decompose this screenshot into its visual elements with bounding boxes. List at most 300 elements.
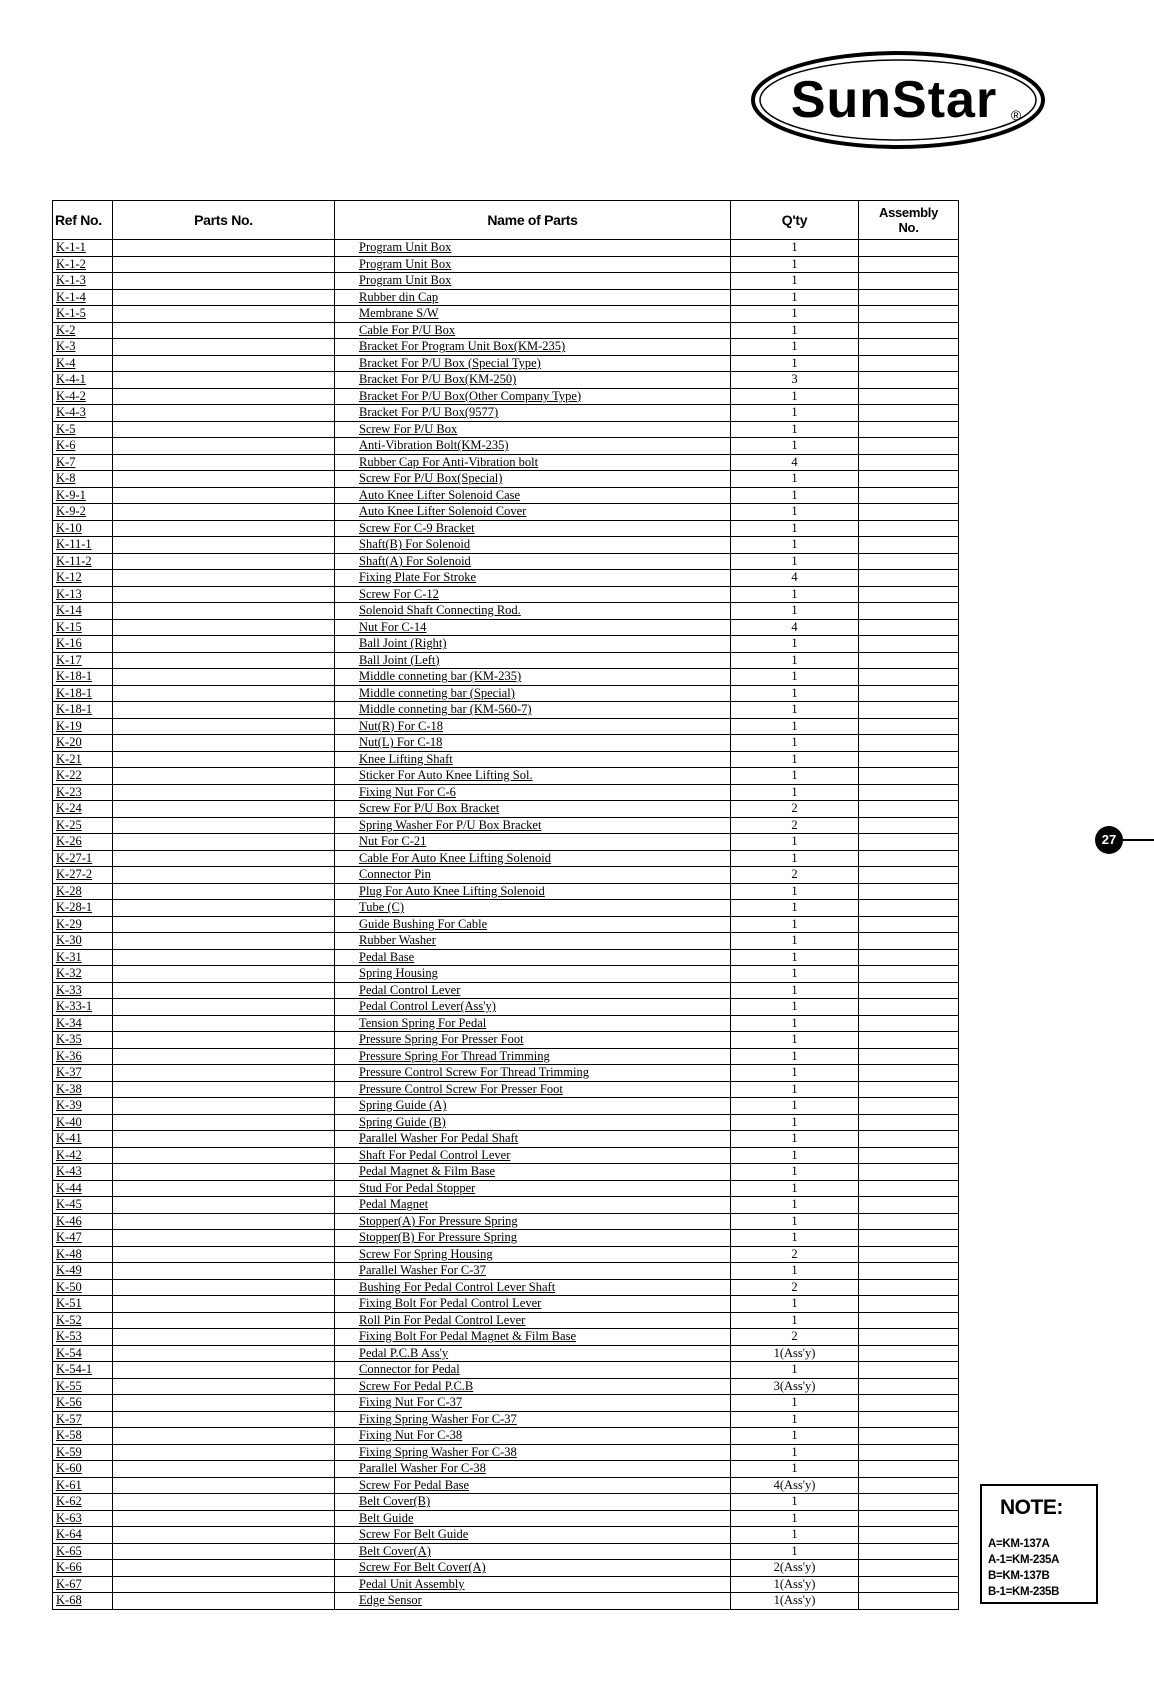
parts-no-cell	[113, 1378, 335, 1395]
qty-cell: 2	[731, 867, 859, 884]
parts-table-body	[53, 240, 959, 1610]
ref-no-cell: K-32	[53, 966, 113, 983]
part-name-cell: Pedal Base	[335, 949, 731, 966]
part-name-cell: Pedal Magnet	[335, 1197, 731, 1214]
parts-no-cell	[113, 1114, 335, 1131]
table-row	[53, 1263, 959, 1280]
table-row	[53, 1065, 959, 1082]
ref-no-cell: K-56	[53, 1395, 113, 1412]
part-name-cell: Fixing Bolt For Pedal Magnet & Film Base	[335, 1329, 731, 1346]
part-name-cell: Parallel Washer For C-37	[335, 1263, 731, 1280]
header-name-of-parts: Name of Parts	[335, 201, 731, 240]
ref-no-cell: K-1-4	[53, 289, 113, 306]
ref-no-cell: K-33	[53, 982, 113, 999]
ref-no-cell: K-29	[53, 916, 113, 933]
assembly-no-cell	[859, 1065, 959, 1082]
parts-no-cell	[113, 1312, 335, 1329]
ref-no-cell: K-8	[53, 471, 113, 488]
parts-table-header	[53, 201, 959, 240]
assembly-no-cell	[859, 471, 959, 488]
qty-cell: 1	[731, 768, 859, 785]
assembly-no-cell	[859, 1081, 959, 1098]
assembly-no-cell	[859, 817, 959, 834]
part-name-cell: Rubber din Cap	[335, 289, 731, 306]
qty-cell: 1	[731, 702, 859, 719]
part-name-cell: Pedal P.C.B Ass'y	[335, 1345, 731, 1362]
parts-no-cell	[113, 1131, 335, 1148]
qty-cell: 1	[731, 1543, 859, 1560]
ref-no-cell: K-40	[53, 1114, 113, 1131]
qty-cell: 1	[731, 504, 859, 521]
assembly-no-cell	[859, 933, 959, 950]
assembly-no-cell	[859, 867, 959, 884]
parts-no-cell	[113, 817, 335, 834]
ref-no-cell: K-23	[53, 784, 113, 801]
assembly-no-cell	[859, 768, 959, 785]
parts-no-cell	[113, 1560, 335, 1577]
note-box	[980, 1484, 1098, 1604]
part-name-cell: Bracket For Program Unit Box(KM-235)	[335, 339, 731, 356]
qty-cell: 1	[731, 883, 859, 900]
table-row	[53, 1593, 959, 1610]
table-row	[53, 685, 959, 702]
parts-no-cell	[113, 949, 335, 966]
table-row	[53, 1543, 959, 1560]
table-row	[53, 1296, 959, 1313]
ref-no-cell: K-4-3	[53, 405, 113, 422]
table-row	[53, 669, 959, 686]
assembly-no-cell	[859, 982, 959, 999]
part-name-cell: Cable For P/U Box	[335, 322, 731, 339]
assembly-no-cell	[859, 900, 959, 917]
ref-no-cell: K-39	[53, 1098, 113, 1115]
table-row	[53, 949, 959, 966]
assembly-no-cell	[859, 619, 959, 636]
part-name-cell: Belt Guide	[335, 1510, 731, 1527]
qty-cell: 1	[731, 1428, 859, 1445]
parts-no-cell	[113, 421, 335, 438]
header-assembly-no	[859, 201, 959, 240]
assembly-no-cell	[859, 883, 959, 900]
assembly-no-cell	[859, 1279, 959, 1296]
parts-no-cell	[113, 1164, 335, 1181]
table-row	[53, 1015, 959, 1032]
table-row	[53, 1362, 959, 1379]
qty-cell: 1	[731, 1461, 859, 1478]
ref-no-cell: K-1-2	[53, 256, 113, 273]
part-name-cell: Sticker For Auto Knee Lifting Sol.	[335, 768, 731, 785]
parts-no-cell	[113, 273, 335, 290]
ref-no-cell: K-35	[53, 1032, 113, 1049]
qty-cell: 1	[731, 1065, 859, 1082]
ref-no-cell: K-9-1	[53, 487, 113, 504]
assembly-no-cell	[859, 1345, 959, 1362]
qty-cell: 1(Ass'y)	[731, 1345, 859, 1362]
assembly-no-cell	[859, 586, 959, 603]
table-row	[53, 487, 959, 504]
qty-cell: 2	[731, 1246, 859, 1263]
parts-no-cell	[113, 850, 335, 867]
page-number-badge: 27	[1095, 826, 1123, 854]
qty-cell: 1	[731, 1494, 859, 1511]
table-row	[53, 916, 959, 933]
assembly-no-cell	[859, 1180, 959, 1197]
qty-cell: 4	[731, 454, 859, 471]
parts-table	[52, 200, 959, 1610]
assembly-no-cell	[859, 1015, 959, 1032]
part-name-cell: Program Unit Box	[335, 273, 731, 290]
parts-no-cell	[113, 1477, 335, 1494]
qty-cell: 1	[731, 966, 859, 983]
part-name-cell: Pedal Control Lever	[335, 982, 731, 999]
assembly-no-cell	[859, 1428, 959, 1445]
table-row	[53, 883, 959, 900]
header-assembly-line-2: No.	[898, 220, 919, 235]
parts-no-cell	[113, 388, 335, 405]
table-row	[53, 1444, 959, 1461]
assembly-no-cell	[859, 256, 959, 273]
table-row	[53, 1411, 959, 1428]
ref-no-cell: K-26	[53, 834, 113, 851]
assembly-no-cell	[859, 1576, 959, 1593]
part-name-cell: Middle conneting bar (KM-560-7)	[335, 702, 731, 719]
parts-no-cell	[113, 1461, 335, 1478]
table-row	[53, 1081, 959, 1098]
parts-no-cell	[113, 1263, 335, 1280]
assembly-no-cell	[859, 405, 959, 422]
ref-no-cell: K-38	[53, 1081, 113, 1098]
parts-no-cell	[113, 1395, 335, 1412]
part-name-cell: Fixing Nut For C-38	[335, 1428, 731, 1445]
qty-cell: 1	[731, 1114, 859, 1131]
qty-cell: 1	[731, 289, 859, 306]
part-name-cell: Auto Knee Lifter Solenoid Case	[335, 487, 731, 504]
part-name-cell: Middle conneting bar (Special)	[335, 685, 731, 702]
header-qty: Q'ty	[731, 201, 859, 240]
table-row	[53, 999, 959, 1016]
assembly-no-cell	[859, 339, 959, 356]
table-row	[53, 1098, 959, 1115]
table-row	[53, 504, 959, 521]
table-row	[53, 834, 959, 851]
assembly-no-cell	[859, 1197, 959, 1214]
qty-cell: 1	[731, 520, 859, 537]
qty-cell: 2	[731, 1329, 859, 1346]
part-name-cell: Nut(L) For C-18	[335, 735, 731, 752]
assembly-no-cell	[859, 1213, 959, 1230]
parts-no-cell	[113, 636, 335, 653]
qty-cell: 1	[731, 553, 859, 570]
assembly-no-cell	[859, 487, 959, 504]
sunstar-logo-graphic	[748, 48, 1048, 152]
parts-no-cell	[113, 438, 335, 455]
assembly-no-cell	[859, 454, 959, 471]
table-row	[53, 1197, 959, 1214]
parts-no-cell	[113, 982, 335, 999]
qty-cell: 1	[731, 735, 859, 752]
qty-cell: 1	[731, 1180, 859, 1197]
parts-no-cell	[113, 1197, 335, 1214]
ref-no-cell: K-63	[53, 1510, 113, 1527]
ref-no-cell: K-6	[53, 438, 113, 455]
ref-no-cell: K-30	[53, 933, 113, 950]
assembly-no-cell	[859, 702, 959, 719]
qty-cell: 1	[731, 652, 859, 669]
table-row	[53, 586, 959, 603]
assembly-no-cell	[859, 1477, 959, 1494]
parts-no-cell	[113, 471, 335, 488]
part-name-cell: Tension Spring For Pedal	[335, 1015, 731, 1032]
part-name-cell: Screw For C-12	[335, 586, 731, 603]
assembly-no-cell	[859, 273, 959, 290]
part-name-cell: Belt Cover(A)	[335, 1543, 731, 1560]
assembly-no-cell	[859, 685, 959, 702]
qty-cell: 1	[731, 537, 859, 554]
parts-no-cell	[113, 1543, 335, 1560]
ref-no-cell: K-25	[53, 817, 113, 834]
parts-no-cell	[113, 1345, 335, 1362]
qty-cell: 1	[731, 685, 859, 702]
table-row	[53, 421, 959, 438]
qty-cell: 1	[731, 1444, 859, 1461]
parts-no-cell	[113, 372, 335, 389]
table-row	[53, 817, 959, 834]
parts-no-cell	[113, 520, 335, 537]
ref-no-cell: K-18-1	[53, 702, 113, 719]
table-row	[53, 388, 959, 405]
parts-no-cell	[113, 1246, 335, 1263]
table-row	[53, 933, 959, 950]
table-row	[53, 801, 959, 818]
qty-cell: 1	[731, 240, 859, 257]
parts-no-cell	[113, 1147, 335, 1164]
assembly-no-cell	[859, 834, 959, 851]
part-name-cell: Middle conneting bar (KM-235)	[335, 669, 731, 686]
ref-no-cell: K-57	[53, 1411, 113, 1428]
ref-no-cell: K-4	[53, 355, 113, 372]
note-line: B-1=KM-235B	[988, 1586, 1060, 1598]
part-name-cell: Spring Housing	[335, 966, 731, 983]
table-row	[53, 619, 959, 636]
ref-no-cell: K-58	[53, 1428, 113, 1445]
part-name-cell: Fixing Nut For C-6	[335, 784, 731, 801]
parts-no-cell	[113, 355, 335, 372]
parts-no-cell	[113, 1494, 335, 1511]
table-row	[53, 1131, 959, 1148]
ref-no-cell: K-13	[53, 586, 113, 603]
ref-no-cell: K-66	[53, 1560, 113, 1577]
part-name-cell: Membrane S/W	[335, 306, 731, 323]
header-parts-no: Parts No.	[113, 201, 335, 240]
assembly-no-cell	[859, 1378, 959, 1395]
table-row	[53, 1494, 959, 1511]
parts-no-cell	[113, 289, 335, 306]
parts-no-cell	[113, 669, 335, 686]
part-name-cell: Screw For P/U Box	[335, 421, 731, 438]
part-name-cell: Stud For Pedal Stopper	[335, 1180, 731, 1197]
table-row	[53, 1147, 959, 1164]
parts-no-cell	[113, 999, 335, 1016]
qty-cell: 1	[731, 1362, 859, 1379]
ref-no-cell: K-67	[53, 1576, 113, 1593]
note-line: A-1=KM-235A	[988, 1554, 1060, 1566]
qty-cell: 1	[731, 1395, 859, 1412]
qty-cell: 3(Ass'y)	[731, 1378, 859, 1395]
assembly-no-cell	[859, 1098, 959, 1115]
qty-cell: 2	[731, 1279, 859, 1296]
header-ref-no: Ref No.	[53, 201, 113, 240]
ref-no-cell: K-44	[53, 1180, 113, 1197]
assembly-no-cell	[859, 1510, 959, 1527]
qty-cell: 1(Ass'y)	[731, 1576, 859, 1593]
qty-cell: 1	[731, 834, 859, 851]
parts-no-cell	[113, 405, 335, 422]
ref-no-cell: K-24	[53, 801, 113, 818]
parts-no-cell	[113, 1411, 335, 1428]
note-title: NOTE:	[1000, 1496, 1063, 1519]
qty-cell: 1	[731, 388, 859, 405]
assembly-no-cell	[859, 636, 959, 653]
registered-mark: ®	[1010, 107, 1022, 123]
qty-cell: 1	[731, 784, 859, 801]
ref-no-cell: K-18-1	[53, 685, 113, 702]
ref-no-cell: K-2	[53, 322, 113, 339]
part-name-cell: Screw For Belt Cover(A)	[335, 1560, 731, 1577]
table-row	[53, 1527, 959, 1544]
assembly-no-cell	[859, 751, 959, 768]
part-name-cell: Ball Joint (Right)	[335, 636, 731, 653]
assembly-no-cell	[859, 1048, 959, 1065]
part-name-cell: Fixing Plate For Stroke	[335, 570, 731, 587]
ref-no-cell: K-31	[53, 949, 113, 966]
table-row	[53, 256, 959, 273]
table-row	[53, 1345, 959, 1362]
parts-no-cell	[113, 735, 335, 752]
assembly-no-cell	[859, 669, 959, 686]
qty-cell: 2	[731, 801, 859, 818]
page-marker	[1095, 826, 1154, 854]
parts-no-cell	[113, 454, 335, 471]
qty-cell: 1	[731, 1230, 859, 1247]
parts-no-cell	[113, 570, 335, 587]
assembly-no-cell	[859, 1543, 959, 1560]
qty-cell: 1	[731, 850, 859, 867]
ref-no-cell: K-17	[53, 652, 113, 669]
part-name-cell: Edge Sensor	[335, 1593, 731, 1610]
assembly-no-cell	[859, 1147, 959, 1164]
ref-no-cell: K-34	[53, 1015, 113, 1032]
assembly-no-cell	[859, 372, 959, 389]
assembly-no-cell	[859, 784, 959, 801]
ref-no-cell: K-4-1	[53, 372, 113, 389]
part-name-cell: Rubber Cap For Anti-Vibration bolt	[335, 454, 731, 471]
assembly-no-cell	[859, 1131, 959, 1148]
parts-no-cell	[113, 1576, 335, 1593]
assembly-no-cell	[859, 537, 959, 554]
part-name-cell: Cable For Auto Knee Lifting Solenoid	[335, 850, 731, 867]
parts-no-cell	[113, 619, 335, 636]
parts-no-cell	[113, 1593, 335, 1610]
assembly-no-cell	[859, 1461, 959, 1478]
ref-no-cell: K-68	[53, 1593, 113, 1610]
assembly-no-cell	[859, 421, 959, 438]
part-name-cell: Screw For Pedal Base	[335, 1477, 731, 1494]
assembly-no-cell	[859, 570, 959, 587]
qty-cell: 3	[731, 372, 859, 389]
part-name-cell: Pressure Spring For Presser Foot	[335, 1032, 731, 1049]
part-name-cell: Nut For C-21	[335, 834, 731, 851]
table-row	[53, 1246, 959, 1263]
qty-cell: 4	[731, 570, 859, 587]
part-name-cell: Fixing Nut For C-37	[335, 1395, 731, 1412]
assembly-no-cell	[859, 306, 959, 323]
qty-cell: 1	[731, 487, 859, 504]
table-row	[53, 454, 959, 471]
table-row	[53, 1510, 959, 1527]
qty-cell: 1	[731, 933, 859, 950]
parts-no-cell	[113, 834, 335, 851]
ref-no-cell: K-36	[53, 1048, 113, 1065]
part-name-cell: Belt Cover(B)	[335, 1494, 731, 1511]
qty-cell: 1	[731, 438, 859, 455]
part-name-cell: Rubber Washer	[335, 933, 731, 950]
qty-cell: 1	[731, 322, 859, 339]
parts-no-cell	[113, 504, 335, 521]
part-name-cell: Screw For Spring Housing	[335, 1246, 731, 1263]
assembly-no-cell	[859, 1246, 959, 1263]
part-name-cell: Auto Knee Lifter Solenoid Cover	[335, 504, 731, 521]
assembly-no-cell	[859, 1593, 959, 1610]
part-name-cell: Solenoid Shaft Connecting Rod.	[335, 603, 731, 620]
parts-no-cell	[113, 487, 335, 504]
ref-no-cell: K-1-1	[53, 240, 113, 257]
parts-no-cell	[113, 553, 335, 570]
parts-no-cell	[113, 306, 335, 323]
qty-cell: 1	[731, 1296, 859, 1313]
assembly-no-cell	[859, 322, 959, 339]
table-row	[53, 537, 959, 554]
ref-no-cell: K-54-1	[53, 1362, 113, 1379]
qty-cell: 1	[731, 1131, 859, 1148]
note-line: A=KM-137A	[988, 1538, 1050, 1550]
qty-cell: 1(Ass'y)	[731, 1593, 859, 1610]
qty-cell: 1	[731, 949, 859, 966]
parts-no-cell	[113, 1527, 335, 1544]
header-assembly-line-1: Assembly	[878, 205, 939, 220]
parts-no-cell	[113, 900, 335, 917]
ref-no-cell: K-59	[53, 1444, 113, 1461]
table-row	[53, 1180, 959, 1197]
qty-cell: 1	[731, 1015, 859, 1032]
parts-no-cell	[113, 322, 335, 339]
ref-no-cell: K-54	[53, 1345, 113, 1362]
ref-no-cell: K-28	[53, 883, 113, 900]
table-row	[53, 751, 959, 768]
table-row	[53, 1428, 959, 1445]
assembly-no-cell	[859, 966, 959, 983]
logo-text: SunStar	[790, 71, 998, 129]
parts-no-cell	[113, 768, 335, 785]
part-name-cell: Program Unit Box	[335, 256, 731, 273]
part-name-cell: Bracket For P/U Box(9577)	[335, 405, 731, 422]
ref-no-cell: K-27-1	[53, 850, 113, 867]
assembly-no-cell	[859, 603, 959, 620]
table-row	[53, 603, 959, 620]
part-name-cell: Roll Pin For Pedal Control Lever	[335, 1312, 731, 1329]
table-row	[53, 867, 959, 884]
assembly-no-cell	[859, 289, 959, 306]
part-name-cell: Screw For P/U Box Bracket	[335, 801, 731, 818]
